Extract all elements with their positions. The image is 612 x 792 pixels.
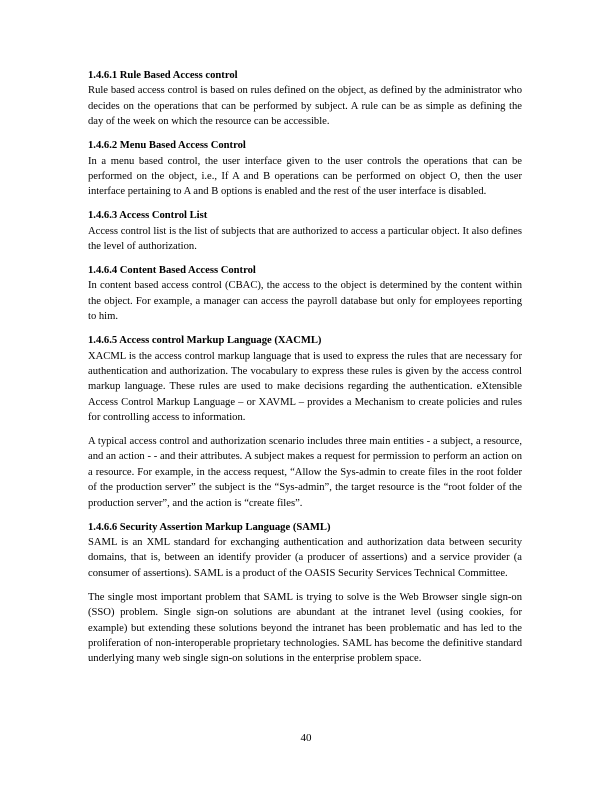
spacer bbox=[88, 511, 522, 520]
paragraph: XACML is the access control markup language that is used to express the rules that are necessary for authentication and authorization. The vocabulary to express these rules is given by the access control markup language. These rules are used to make decisions regarding the authentication. eXtensible Access Control Markup Language – or XAVML – provides a Mechanism to create policies and rules for controlling access to information. bbox=[88, 350, 522, 424]
page-number: 40 bbox=[300, 732, 312, 744]
spacer bbox=[88, 254, 522, 263]
paragraph: In content based access control (CBAC), the access to the object is determined by the content within the object. For example, a manager can access the payroll database but only for employees reporting to him. bbox=[88, 280, 522, 323]
section-menu-based-access-control bbox=[88, 138, 522, 200]
section-heading: 1.4.6.1 Rule Based Access control bbox=[88, 70, 238, 81]
section-xacml bbox=[88, 333, 522, 511]
spacer bbox=[88, 200, 522, 209]
section-heading: 1.4.6.3 Access Control List bbox=[88, 210, 208, 222]
section-heading: 1.4.6.5 Access control Markup Language (XACML) bbox=[88, 335, 322, 347]
paragraph: In a menu based control, the user interface given to the user controls the operations that can be performed on the object, i.e., If A and B operations can be performed on object O, then the user interface pertaining to A and B options is enabled and the rest of the user interface is disabled. bbox=[88, 155, 522, 198]
section-heading: 1.4.6.4 Content Based Access Control bbox=[88, 264, 256, 276]
section-heading: 1.4.6.6 Security Assertion Markup Language (SAML) bbox=[88, 521, 331, 533]
section-access-control-list bbox=[88, 208, 522, 254]
spacer bbox=[88, 130, 522, 139]
section-saml bbox=[88, 520, 522, 667]
paragraph: The single most important problem that SAML is trying to solve is the Web Browser single sign-on (SSO) problem. Single sign-on solutions are abundant at the intranet level (using cookies, for example) but extending these solutions beyond the intranet has been problematic and has led to the proliferation of non-interoperable proprietary technologies. SAML has become the definitive standard underlying many web single sign-on solutions in the enterprise problem space. bbox=[88, 591, 522, 665]
section-heading: 1.4.6.2 Menu Based Access Control bbox=[88, 140, 246, 152]
spacer bbox=[88, 426, 522, 435]
paragraph: SAML is an XML standard for exchanging authentication and authorization data between security domains, that is, between an identify provider (a producer of assertions) and a service provider (a consumer of assertions). SAML is a product of the OASIS Security Services Technical Committee. bbox=[88, 536, 522, 579]
paragraph: A typical access control and authorization scenario includes three main entities - a subject, a resource, and an action - - and their attributes. A subject makes a request for permission to perform an action on a resource. For example, in the access request, “Allow the Sys-admin to create files in the root folder of the production server” the subject is the “Sys-admin”, the target resource is the “root folder of the production server”, and the action is “create files”. bbox=[88, 436, 522, 509]
spacer bbox=[88, 581, 522, 590]
section-rule-based-access-control bbox=[88, 68, 522, 130]
paragraph: Access control list is the list of subjects that are authorized to access a particular object. It also defines the level of authorization. bbox=[88, 225, 522, 253]
document-page bbox=[88, 68, 522, 667]
paragraph: Rule based access control is based on rules defined on the object, as defined by the administrator who decides on the operations that can be performed by subject. A rule can be as simple as defining the day of the week on which the resource can be accessible. bbox=[88, 85, 522, 128]
spacer bbox=[88, 325, 522, 334]
section-content-based-access-control bbox=[88, 263, 522, 325]
